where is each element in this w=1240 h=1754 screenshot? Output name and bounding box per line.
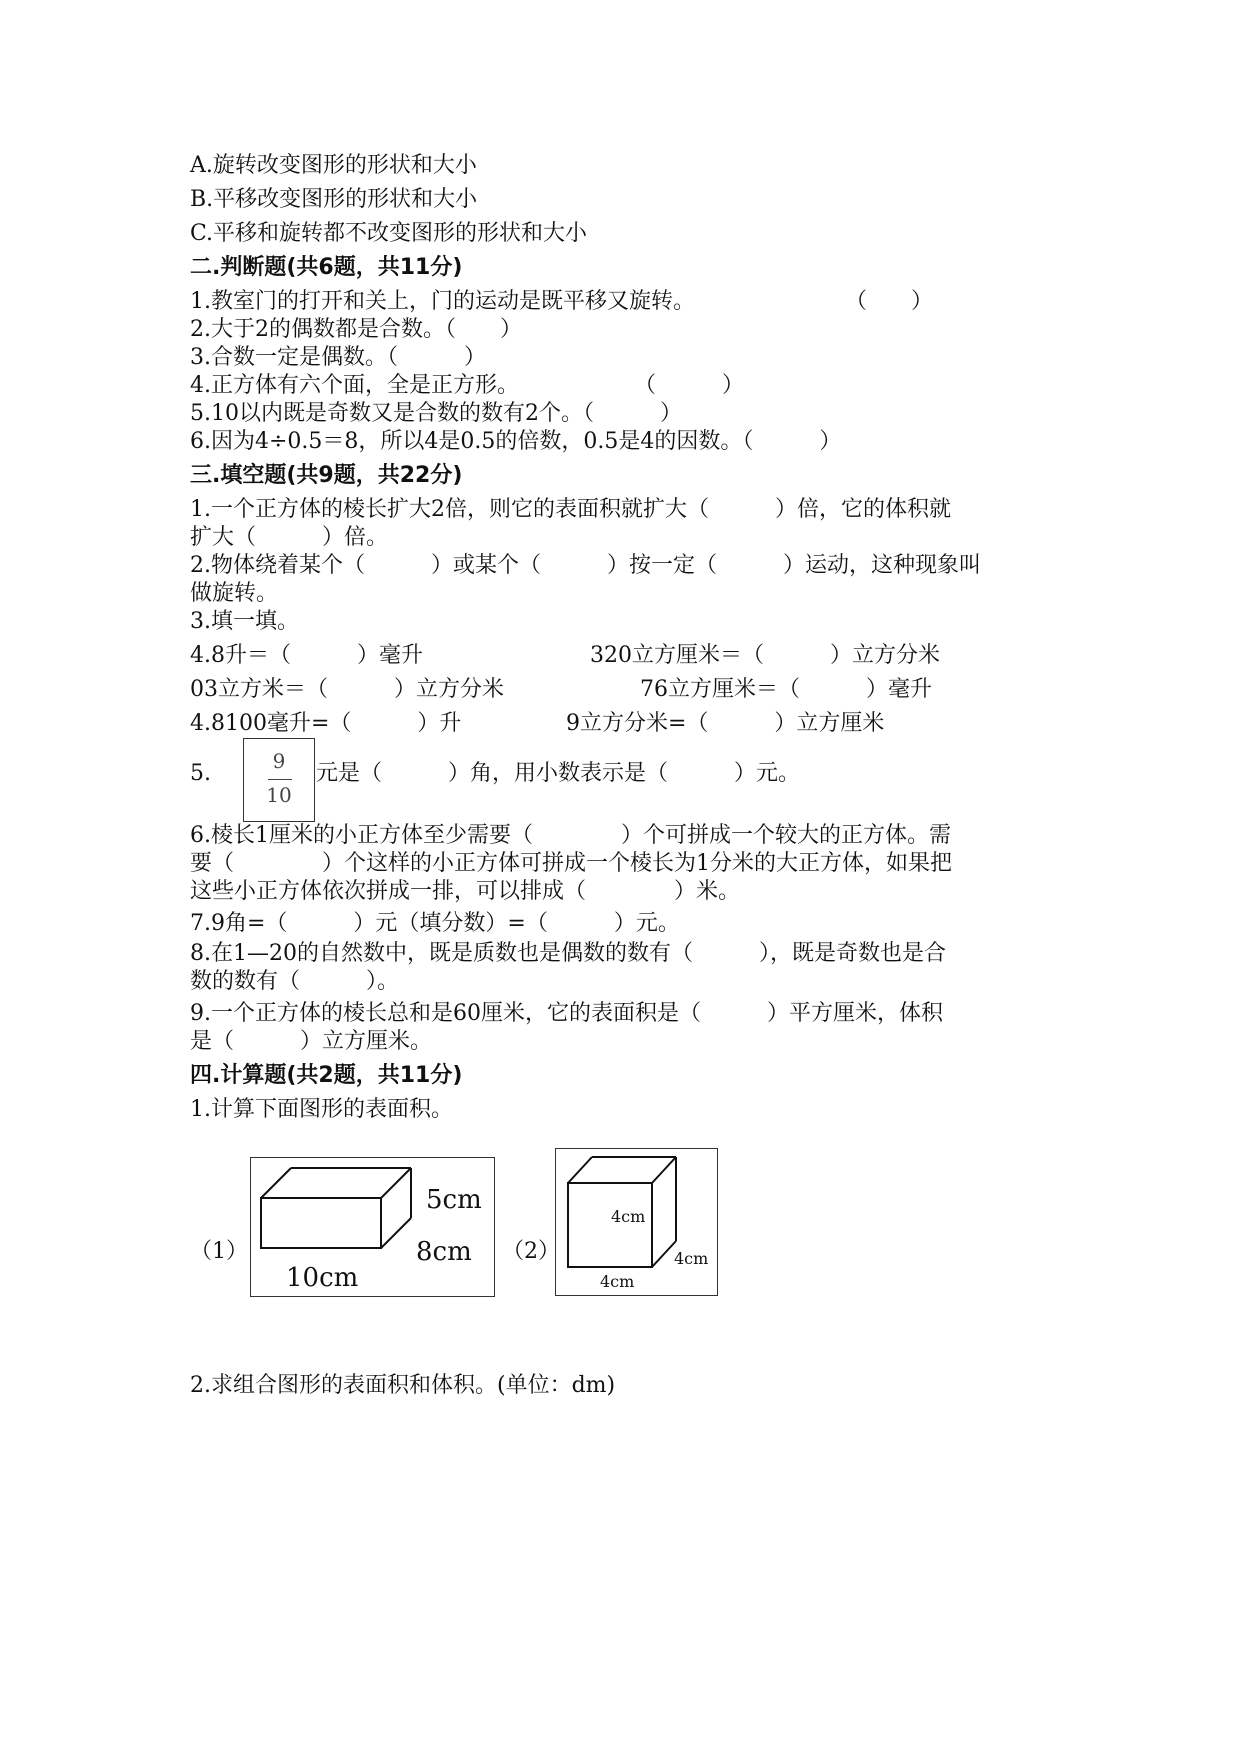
fill-q4-c: 03立方米＝（ ）立方分米 [190,677,504,702]
judgement-q5: 5.10以内既是奇数又是合数的数有2个。（ ） [190,401,682,426]
cube-width-label: 4cm [600,1272,635,1291]
fill-q6-line3: 这些小正方体依次拼成一排，可以排成（ ）米。 [190,879,741,904]
option-a: A.旋转改变图形的形状和大小 [190,153,477,178]
figure-1-cuboid [250,1157,495,1297]
cuboid-height-label: 5cm [426,1185,482,1215]
fraction-bar [268,779,292,780]
fill-q9-line1: 9.一个正方体的棱长总和是60厘米，它的表面积是（ ）平方厘米，体积 [190,1001,943,1026]
figure-1-label: （1） [190,1239,248,1264]
judgement-q2: 2.大于2的偶数都是合数。（ ） [190,317,522,342]
cube-drawing [556,1149,717,1295]
cuboid-width-label: 8cm [416,1237,472,1267]
cuboid-length-label: 10cm [286,1263,359,1293]
fill-q4-f: 9立方分米=（ ）立方厘米 [566,711,885,736]
calc-q1: 1.计算下面图形的表面积。 [190,1097,453,1122]
fill-q1-line2: 扩大（ ）倍。 [190,525,389,550]
fill-q2-line1: 2.物体绕着某个（ ）或某个（ ）按一定（ ）运动，这种现象叫 [190,553,981,578]
section-title-judgement: 二.判断题(共6题，共11分) [190,255,463,280]
calc-q2: 2.求组合图形的表面积和体积。(单位：dm) [190,1373,616,1398]
fill-q8-line2: 数的数有（ ）。 [190,969,400,994]
fill-q8-line1: 8.在1—20的自然数中，既是质数也是偶数的数有（ ），既是奇数也是合 [190,941,946,966]
fill-q5-number: 5. [190,761,211,786]
fill-q7: 7.9角=（ ）元（填分数）=（ ）元。 [190,911,680,936]
fill-q4-b: 320立方厘米＝（ ）立方分米 [590,643,940,668]
judgement-q6: 6.因为4÷0.5＝8，所以4是0.5的倍数，0.5是4的因数。（ ） [190,429,842,454]
judgement-q3: 3.合数一定是偶数。（ ） [190,345,486,370]
fraction-box [243,738,315,822]
fill-q1-line1: 1.一个正方体的棱长扩大2倍，则它的表面积就扩大（ ）倍，它的体积就 [190,497,951,522]
fraction-numerator: 9 [272,749,286,773]
fill-q5-rest: 元是（ ）角，用小数表示是（ ）元。 [316,761,801,786]
fill-q4-d: 76立方厘米＝（ ）毫升 [640,677,932,702]
fill-q2-line2: 做旋转。 [190,581,279,606]
judgement-q4: 4.正方体有六个面，全是正方形。 [190,373,519,398]
section-title-fill-blank: 三.填空题(共9题，共22分) [190,463,463,488]
fill-q3: 3.填一填。 [190,609,299,634]
fill-q9-line2: 是（ ）立方厘米。 [190,1029,433,1054]
fill-q6-line2: 要（ ）个这样的小正方体可拼成一个棱长为1分米的大正方体，如果把 [190,851,952,876]
judgement-q1: 1.教室门的打开和关上，门的运动是既平移又旋转。 [190,289,695,314]
judgement-q1-answer: （ ） [845,289,934,314]
cube-height-label: 4cm [611,1207,646,1226]
cube-depth-label: 4cm [674,1249,709,1268]
option-c: C.平移和旋转都不改变图形的形状和大小 [190,221,588,246]
figure-2-cube [555,1148,718,1296]
fraction-denominator: 10 [266,783,292,807]
cuboid-drawing [251,1158,494,1296]
fill-q6-line1: 6.棱长1厘米的小正方体至少需要（ ）个可拼成一个较大的正方体。需 [190,823,951,848]
fill-q4-e: 4.8100毫升=（ ）升 [190,711,462,736]
figure-2-label: （2） [502,1239,560,1264]
judgement-q4-answer: （ ） [634,373,745,398]
fill-q4-a: 4.8升＝（ ）毫升 [190,643,423,668]
section-title-calculation: 四.计算题(共2题，共11分) [190,1063,463,1088]
option-b: B.平移改变图形的形状和大小 [190,187,478,212]
